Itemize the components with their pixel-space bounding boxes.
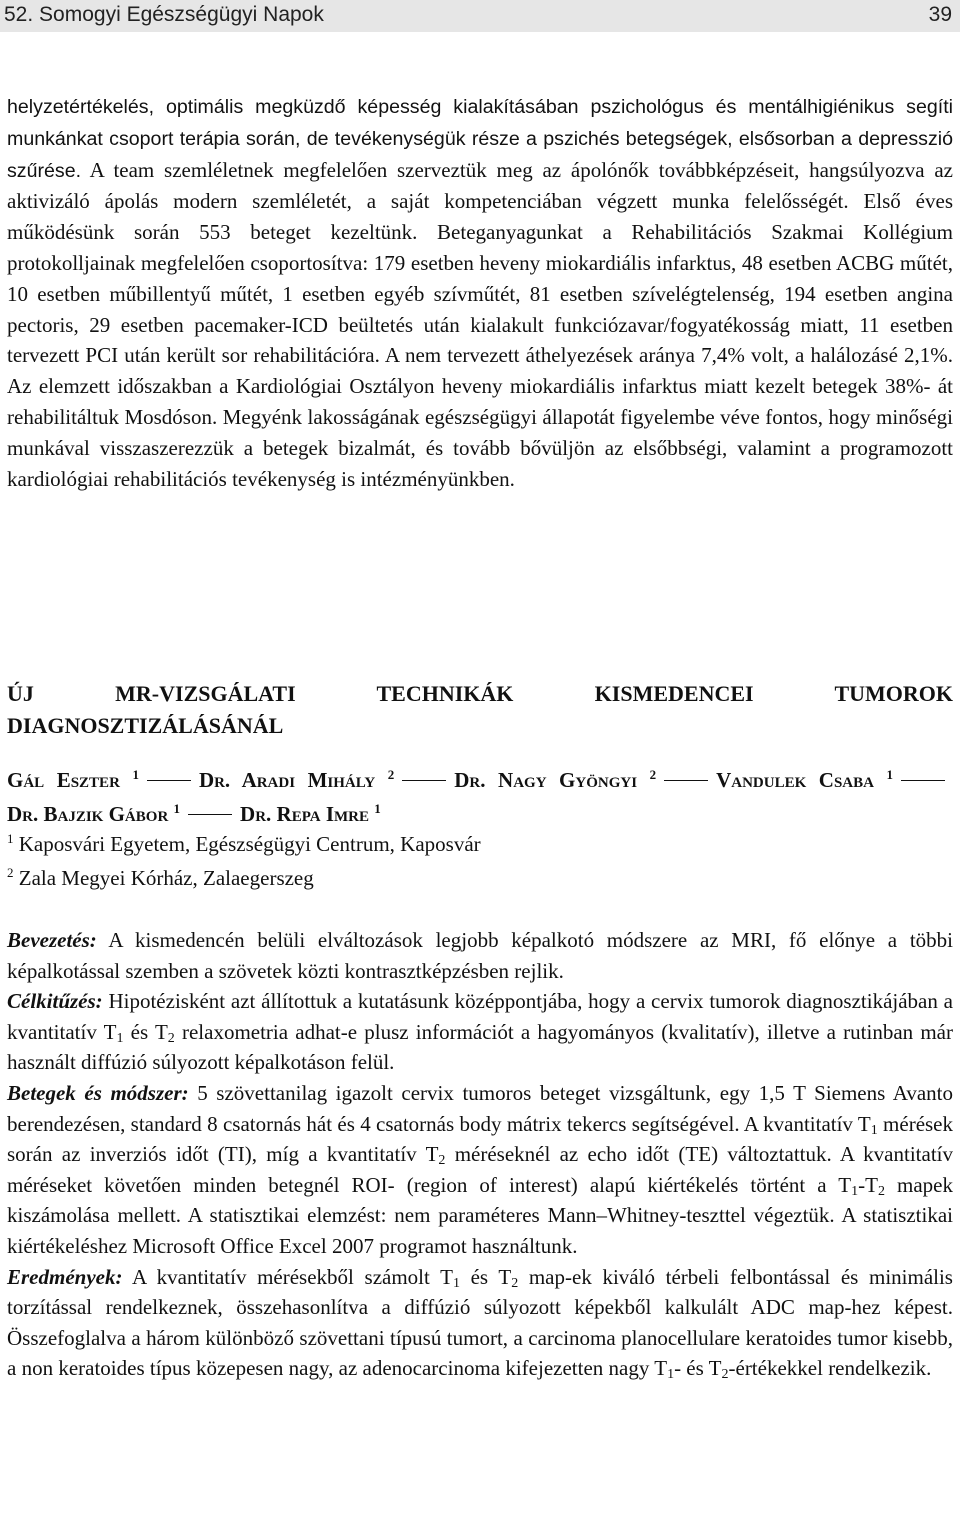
author-affiliation-mark: 1 [374,801,381,816]
section-text: relaxometria adhat-e plusz információt a hagyományos (kvalitatív), illetve a rutinban már használt diffúzió súlyozott képalkotáson felül. [7,1019,953,1075]
section-text: - és T [674,1356,722,1381]
subscript: 1 [116,1030,124,1046]
section-text: Hipotézisként azt állítottuk a kutatásunk középpontjába, hogy a cervix tumorok diagnosztikájában a kvantitatív T [7,989,953,1044]
author-affiliation-mark: 2 [387,767,395,782]
title-line-1: ÚJ MR-VIZSGÁLATI TECHNIKÁK KISMEDENCEI TUMOROK [7,681,953,706]
section-text: és T [459,1264,512,1289]
author-separator [664,780,708,781]
body-sans-text: helyzetértékelés, optimális megküzdő képesség kialakításában pszichológus és mentálhigiénikus segíti munkánkat csoport terápia során, de tevékenységük része a pszichés betegségek, elsősorban a depresszió szűrése. [7,96,953,182]
subscript: 2 [877,1183,885,1199]
subscript: 2 [511,1275,519,1291]
section-text: méréseknél az echo időt (TE) változtattuk. A kvantitatív méréseket követően minden betegnél ROI- (region of interest) alapú kiértékelés történt a T [7,1142,953,1197]
subscript: 1 [667,1367,675,1383]
running-header [0,0,960,32]
author-prefix: Dr. [198,768,242,792]
author-separator [901,780,945,781]
section-text: A kismedencén belüli elváltozások legjobb képalkotó módszere az MRI, fő előnye a többi képalkotással szemben a szövetek közti kontrasztképzésben rejlik. [7,928,953,983]
author-name: Bajzik Gábor [43,802,169,826]
affiliation-text: Zala Megyei Kórház, Zalaegerszeg [13,866,314,890]
section-label: Célkitűzés: [7,989,103,1014]
body-serif-text: A team szemléletnek megfelelően szerveztük meg az ápolónők továbbképzéseit, hangsúlyozva az aktivizáló ápolás modern szemléletét, a saját kompetenciában végzett munka felelősségét. Első éves működésünk során 553 beteget kezeltünk. Beteganyagunkat a Rehabilitációs Szakmai Kollégium protokolljainak megfelelően csoportosítva: 179 esetben heveny miokardiális infarktus, 48 esetben ACBG műtét, 10 esetben műbillentyű műtét, 1 esetben egyéb szívműtét, 81 esetben szívelégtelenség, 194 esetben angina pectoris, 29 esetben pacemaker-ICD beültetés után kialakult funkciózavar/fogyatékosság miatt, 11 esetben tervezett PCI után került sor rehabilitációra. A nem tervezett áthelyezések aránya 7,4% volt, a halálozásé 2,1%. Az elemzett időszakban a Kardiológiai Osztályon heveny miokardiális infarktus miatt kezelt betegek 38%- át rehabilitáltuk Mosdóson. Megyénk lakosságának egészségügyi állapotát figyelembe véve fontos, hogy minőségi munkával visszaszerezzük a betegek bizalmát, és tovább bővüljön az elsőbbségi, valamint a programozott kardiológiai rehabilitációs tevékenység is intézményünkben. [7,157,953,491]
author-name: Gál Eszter [7,768,120,792]
journal-title: 52. Somogyi Egészségügyi Napok [4,3,324,26]
subscript: 2 [167,1030,175,1046]
author-prefix: Dr. [454,768,499,792]
section-label: Bevezetés: [7,928,97,952]
section-text: A kvantitatív mérésekből számolt T [122,1264,453,1289]
author-affiliation-mark: 1 [886,767,894,782]
section-label: Betegek és módszer: [7,1080,189,1105]
article-title [7,678,953,742]
title-line-2: DIAGNOSZTIZÁLÁSÁNÁL [7,713,284,738]
section-text: mapek kiszámolása mellett. A statisztikai elemzést: nem paraméteres Mann–Whitney-teszttel végeztük. A statisztikai kiértékeléshez Microsoft Office Excel 2007 programot használtunk. [7,1172,953,1258]
abstract-aim [7,986,953,1078]
affiliation-text: Kaposvári Egyetem, Egészségügyi Centrum, Kaposvár [13,832,481,856]
section-text: 5 szövettanilag igazolt cervix tumoros beteget vizsgáltunk, egy 1,5 T Siemens Avanto berendezésen, standard 8 csatornás hát és 4 csatornás body mátrix tekercs segítségével. A kvantitatív T [7,1080,953,1136]
affiliation-mark: 2 [7,865,14,880]
author-name: Vandulek Csaba [716,768,874,792]
section-label: Eredmények: [7,1264,123,1289]
affiliation-mark: 1 [7,831,14,846]
section-text: mérések során az inverziós időt (TI), míg a kvantitatív T [7,1111,954,1167]
section-text: -T [858,1172,878,1197]
author-affiliation-mark: 1 [132,767,139,782]
section-text: map-ek kiváló térbeli felbontással és minimális torzítással rendelkeznek, összehasonlítva a diffúzió súlyozott képekből kalkulált ADC map-hez képest. Összefoglalva a három különböző szövettani típusú tumort, a carcinoma planocellulare keratoides tumor kisebb, a non keratoides típus közepesen nagy, az adenocarcinoma kifejezetten nagy T [7,1264,953,1381]
section-text: -értékekkel rendelkezik. [728,1356,932,1381]
previous-article-body [7,91,953,494]
affiliation-2 [7,863,953,893]
author-prefix: Dr. [240,802,277,826]
abstract [7,925,953,1384]
author-affiliation-mark: 2 [649,767,657,782]
abstract-methods [7,1078,953,1262]
author-name: Nagy Gyöngyi [498,768,638,792]
author-affiliation-mark: 1 [173,801,181,816]
author-line-2 [7,797,953,831]
subscript: 1 [851,1183,859,1199]
subscript: 2 [721,1367,729,1383]
author-list [7,763,953,831]
subscript: 1 [870,1122,878,1138]
abstract-results [7,1262,953,1384]
section-text: és T [123,1019,168,1044]
author-separator [188,814,232,815]
affiliation-1 [7,829,953,859]
author-name: Repa Imre [276,802,370,826]
abstract-introduction [7,925,953,986]
subscript: 1 [452,1275,460,1291]
subscript: 2 [438,1153,446,1169]
author-name: Aradi Mihály [241,768,376,792]
author-prefix: Dr. [7,802,44,826]
author-separator [147,780,191,781]
author-line-1 [7,763,953,797]
author-separator [402,780,446,781]
page-number: 39 [928,3,952,26]
